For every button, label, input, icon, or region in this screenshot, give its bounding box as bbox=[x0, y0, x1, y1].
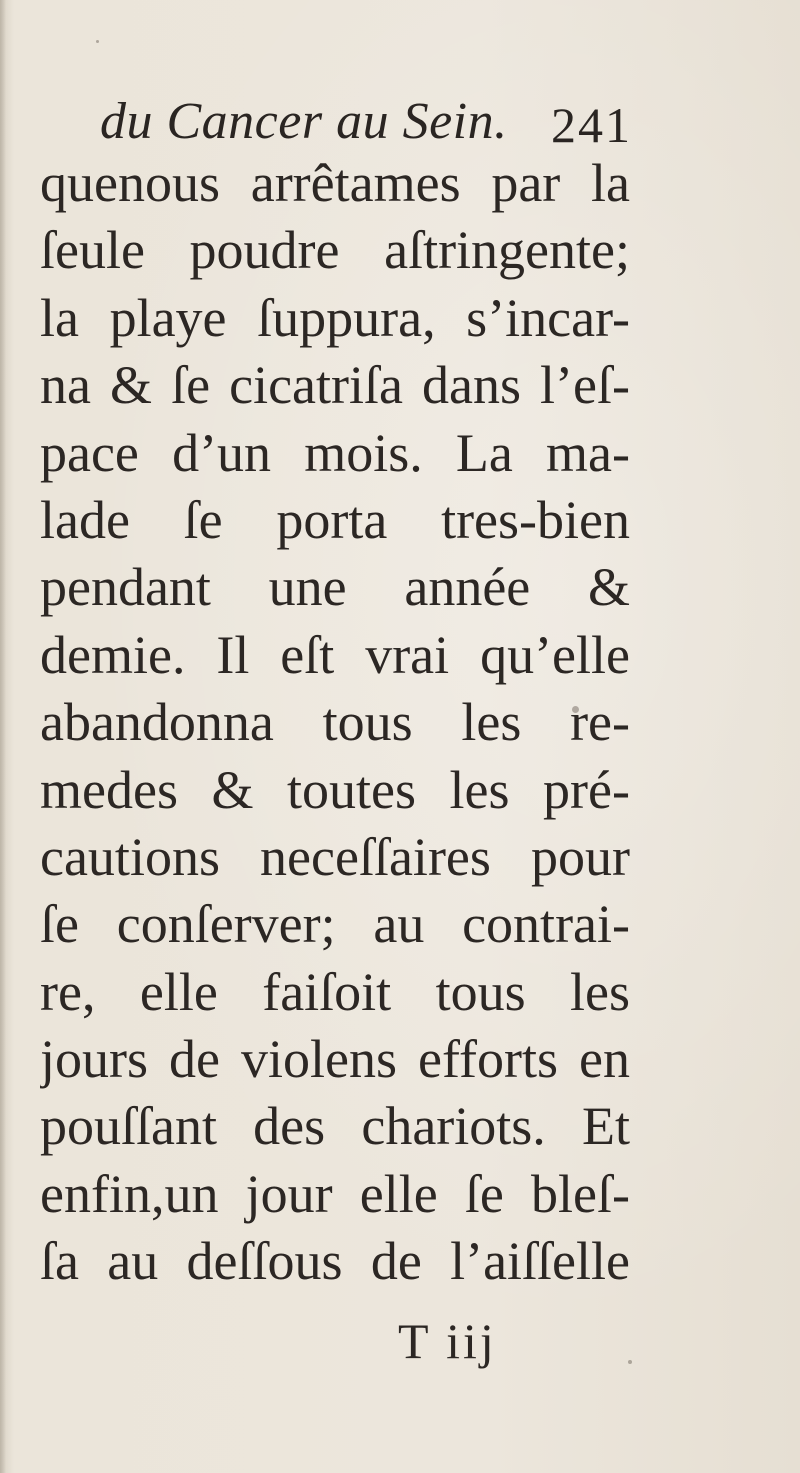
text-line: ſe conſerver; au contrai- bbox=[40, 894, 630, 955]
text-line: abandonna tous les re- bbox=[40, 692, 630, 753]
text-line: quenous arrêtames par la bbox=[40, 153, 630, 213]
text-line: medes & toutes les pré- bbox=[40, 759, 630, 820]
text-line: pouſſant des chariots. Et bbox=[40, 1096, 630, 1157]
text-line: re, elle faiſoit tous les bbox=[40, 961, 630, 1022]
page-edge bbox=[0, 0, 6, 1473]
page-number: 241 bbox=[551, 97, 632, 153]
paper-speck bbox=[628, 1360, 632, 1364]
text-line: pace d’un mois. La ma- bbox=[40, 422, 630, 483]
text-line: na & ſe cicatriſa dans l’eſ- bbox=[40, 355, 630, 416]
text-line: pendant une année & bbox=[40, 557, 630, 618]
text-line: demie. Il eſt vrai qu’elle bbox=[40, 624, 630, 685]
text-line: ſeule poudre aſtringente; bbox=[40, 220, 630, 281]
paper-speck bbox=[572, 706, 579, 713]
paper-speck bbox=[96, 40, 99, 43]
text-line: jours de violens efforts en bbox=[40, 1029, 630, 1090]
running-title: du Cancer au Sein. bbox=[100, 93, 508, 150]
text-line: lade ſe porta tres-bien bbox=[40, 489, 630, 550]
body-text bbox=[40, 150, 630, 1296]
text-line: ſa au deſſous de l’aiſſelle bbox=[40, 1231, 630, 1292]
text-line: la playe ſuppura, s’incar- bbox=[40, 287, 630, 348]
text-line: enfin,un jour elle ſe bleſ- bbox=[40, 1163, 630, 1224]
signature-mark: T iij bbox=[398, 1313, 497, 1369]
text-line: cautions neceſſaires pour bbox=[40, 826, 630, 887]
